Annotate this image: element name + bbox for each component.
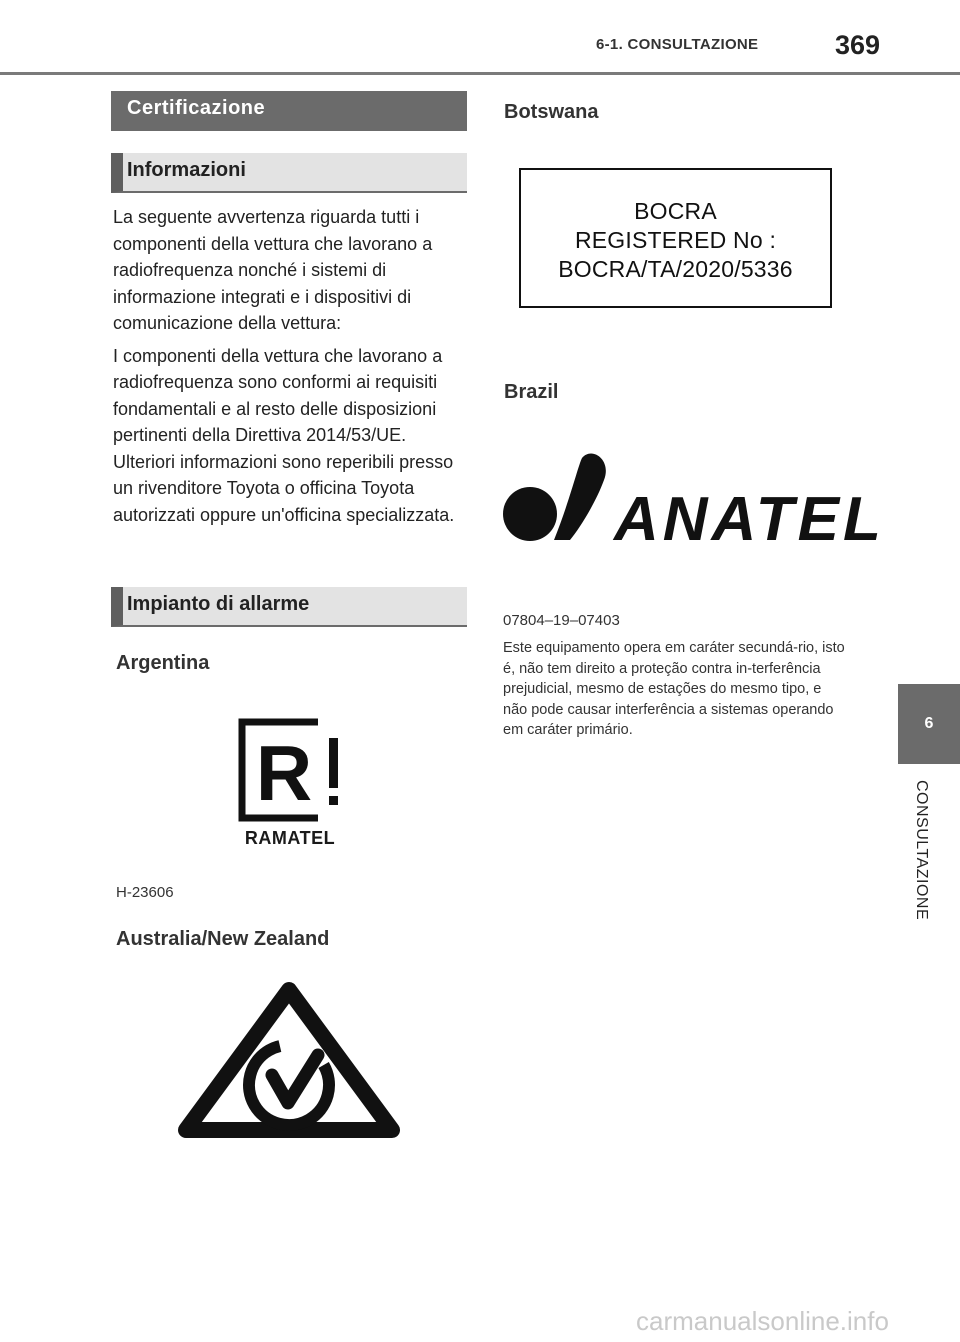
subsection-title-impianto-allarme: Impianto di allarme — [111, 587, 467, 627]
paragraph-2: I componenti della vettura che lavorano a radiofrequenza sono conformi ai requisiti fondamentali e al resto delle disposizioni pertinenti della Direttiva 2014/53/UE. Ulteriori informazioni sono reperibili presso un rivenditore Toyota o officina Toyota autorizzati oppure un'officina specializzata. — [113, 345, 455, 525]
heading-brazil: Brazil — [504, 381, 559, 403]
argentina-code: H-23606 — [116, 884, 174, 901]
brazil-notice: Este equipamento opera em caráter secundá-rio, isto é, não tem direito a proteção contra in-terferência prejudicial, mesmo de estações do mesmo tipo, e não pode causar interferência a sistemas operando em caráter primário. — [503, 640, 845, 738]
header-rule — [0, 72, 960, 75]
chapter-tab[interactable]: 6 — [898, 684, 960, 764]
section-title-certificazione: Certificazione — [111, 91, 467, 131]
informazioni-body — [113, 204, 465, 528]
subsection-title-informazioni: Informazioni — [111, 153, 467, 193]
heading-botswana: Botswana — [504, 101, 599, 123]
bocra-line-1: BOCRA — [634, 198, 717, 224]
rcm-compliance-logo — [176, 980, 402, 1150]
paragraph-1: La seguente avvertenza riguarda tutti i componenti della vettura che lavorano a radiofrequenza nonché i sistemi di informazione integrati e i dispositivi di comunicazione della vettura: — [113, 207, 433, 333]
anatel-logo — [500, 452, 885, 554]
bocra-line-3: BOCRA/TA/2020/5336 — [558, 256, 793, 282]
bocra-label — [519, 168, 832, 308]
heading-argentina: Argentina — [116, 652, 210, 674]
brazil-code: 07804–19–07403 — [503, 612, 620, 629]
ramatel-logo-label: RAMATEL — [244, 828, 336, 848]
svg-text:R: R — [255, 729, 313, 817]
watermark: carmanualsonline.info — [636, 1306, 889, 1336]
page-number: 369 — [835, 30, 881, 60]
chapter-tab-label: CONSULTAZIONE — [913, 780, 930, 921]
running-header: 6-1. CONSULTAZIONE — [596, 36, 759, 53]
bocra-line-2: REGISTERED No : — [574, 227, 777, 253]
anatel-logo-text: ANATEL — [614, 485, 885, 554]
heading-australia-new-zealand: Australia/New Zealand — [116, 928, 330, 950]
